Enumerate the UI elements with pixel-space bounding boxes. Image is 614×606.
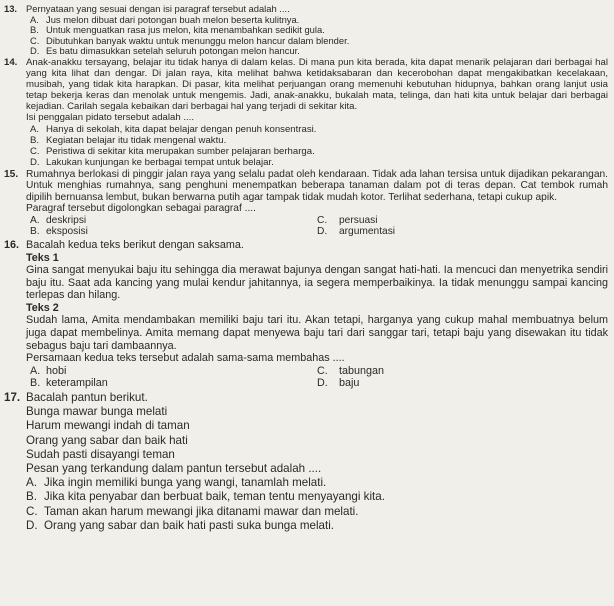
question-body <box>26 4 608 57</box>
option-text: tabungan <box>339 364 385 377</box>
option-letter: B. <box>26 490 37 504</box>
pantun-poem <box>26 405 608 462</box>
text-2-paragraph: Sudah lama, Amita mendambakan memiliki baju tari itu. Akan tetapi, harganya yang cukup mahal membuatnya belum juga dapat membelinya. Amita memang dapat menyewa baju tari dari sanggar tari, tetapi baju yang disewakan itu tidak sebagus baju tari dambaannya. <box>26 314 608 352</box>
option-c[interactable] <box>26 146 608 157</box>
option-text: Kegiatan belajar itu tidak mengenal waktu. <box>46 134 227 146</box>
text-1-paragraph: Gina sangat menyukai baju itu sehingga dia merawat bajunya dengan sangat hati-hati. Ia mencuci dan menyetrika sendiri baju itu. Saat ada kancing yang mulai kendur jahitannya, ia segera memperbaikinya. Ia tidak menunggu sampai kancing terlepas dan hilang. <box>26 264 608 302</box>
option-text: Hanya di sekolah, kita dapat belajar dengan penuh konsentrasi. <box>46 123 317 135</box>
option-letter: D. <box>317 226 328 238</box>
question-15 <box>4 169 608 238</box>
question-number: 15. <box>4 168 19 180</box>
option-text: baju <box>339 377 360 390</box>
option-text: Es batu dimasukkan setelah seluruh potongan melon hancur. <box>46 45 300 57</box>
poem-line: Orang yang sabar dan baik hati <box>26 433 188 447</box>
option-b[interactable] <box>26 490 608 504</box>
option-a[interactable] <box>26 365 317 378</box>
option-letter: B. <box>30 24 39 36</box>
option-c[interactable] <box>317 215 608 227</box>
option-d[interactable] <box>26 519 608 533</box>
option-letter: C. <box>30 34 40 46</box>
option-letter: A. <box>30 123 40 135</box>
question-prompt: Pesan yang terkandung dalam pantun tersebut adalah .... <box>26 462 322 476</box>
option-letter: B. <box>30 226 40 238</box>
question-body <box>26 391 608 533</box>
option-d[interactable] <box>317 226 608 238</box>
option-letter: D. <box>26 518 38 532</box>
option-letter: D. <box>317 377 328 390</box>
option-letter: A. <box>30 13 39 25</box>
option-letter: D. <box>30 45 40 57</box>
option-c[interactable] <box>26 505 608 519</box>
option-text: eksposisi <box>46 226 88 238</box>
option-letter: C. <box>30 145 40 157</box>
option-b[interactable] <box>26 135 608 146</box>
option-text: Untuk menguatkan rasa jus melon, kita menambahkan sedikit gula. <box>46 24 325 36</box>
option-text: Lakukan kunjungan ke berbagai tempat untuk belajar. <box>46 156 274 168</box>
options-grid <box>26 215 608 238</box>
option-text: keterampilan <box>46 377 108 390</box>
option-text: deskripsi <box>46 214 87 226</box>
question-stem: Bacalah kedua teks berikut dengan saksama. <box>26 238 244 251</box>
option-letter: A. <box>30 214 40 226</box>
option-text: Jika ingin memiliki bunga yang wangi, tanamlah melati. <box>44 476 327 490</box>
option-b[interactable] <box>26 377 317 390</box>
question-body <box>26 169 608 238</box>
option-letter: D. <box>30 156 40 168</box>
question-body <box>26 239 608 390</box>
question-17 <box>4 391 608 533</box>
poem-line: Sudah pasti disayangi teman <box>26 447 175 461</box>
option-d[interactable] <box>26 157 608 168</box>
option-text: Taman akan harum mewangi jika ditanami mawar dan melati. <box>44 504 359 518</box>
question-14 <box>4 57 608 168</box>
option-a[interactable] <box>26 476 608 490</box>
option-c[interactable] <box>317 365 608 378</box>
option-letter: C. <box>317 364 328 377</box>
option-letter: A. <box>26 476 37 490</box>
options-grid <box>26 365 608 390</box>
question-number: 16. <box>4 238 20 251</box>
passage-paragraph: Rumahnya berlokasi di pinggir jalan raya yang selalu padat oleh kendaraan. Tidak ada lahan tersisa untuk dijadikan pekarangan. Untuk menghias rumahnya, sang penghuni menempatkan beberapa tanaman dalam pot di teras depan. Cat tembok rumah dipilih bernuansa lembut, bukan berwarna putih agar tampak tidak mudah kotor. Terlihat sederhana, tetapi cukup apik. <box>26 168 608 203</box>
option-a[interactable] <box>26 215 317 227</box>
option-text: Peristiwa di sekitar kita merupakan sumber pelajaran berharga. <box>46 145 315 157</box>
option-text: Jus melon dibuat dari potongan buah melon beserta kulitnya. <box>46 13 300 25</box>
option-letter: A. <box>30 364 41 377</box>
question-body <box>26 57 608 168</box>
question-stem: Bacalah pantun berikut. <box>26 391 148 405</box>
option-letter: B. <box>30 134 40 146</box>
question-13 <box>4 4 608 57</box>
option-letter: C. <box>26 504 38 518</box>
text-2-title: Teks 2 <box>26 301 59 314</box>
option-letter: B. <box>30 377 41 390</box>
option-text: persuasi <box>339 214 378 226</box>
question-16 <box>4 239 608 390</box>
option-text: Dibutuhkan banyak waktu untuk menunggu melon hancur dalam blender. <box>46 34 350 46</box>
option-text: argumentasi <box>339 226 396 238</box>
option-text: hobi <box>46 364 67 377</box>
option-b[interactable] <box>26 226 317 238</box>
text-1-title: Teks 1 <box>26 251 59 264</box>
question-stem: Pernyataan yang sesuai dengan isi paragraf tersebut adalah .... <box>26 3 290 14</box>
question-prompt: Persamaan kedua teks tersebut adalah sama-sama membahas .... <box>26 352 345 365</box>
option-text: Orang yang sabar dan baik hati pasti suka bunga melati. <box>44 518 335 532</box>
poem-line: Bunga mawar bunga melati <box>26 405 168 419</box>
option-d[interactable] <box>317 377 608 390</box>
option-d[interactable] <box>26 46 608 57</box>
option-text: Jika kita penyabar dan berbuat baik, teman tentu menyayangi kita. <box>44 490 385 504</box>
poem-line: Harum mewangi indah di taman <box>26 419 190 433</box>
question-stem: Isi penggalan pidato tersebut adalah .... <box>26 112 195 124</box>
option-letter: C. <box>317 214 328 226</box>
option-a[interactable] <box>26 124 608 135</box>
question-number: 14. <box>4 56 18 68</box>
question-stem: Paragraf tersebut digolongkan sebagai paragraf .... <box>26 203 256 215</box>
question-number: 17. <box>4 391 21 405</box>
passage-paragraph: Anak-anakku tersayang, belajar itu tidak hanya di dalam kelas. Di mana pun kita berada, kita dapat menarik pelajaran dari berbagai hal yang kita lihat dan dengar. Di jalan raya, kita melihat bahwa ketidaksabaran dan kecerobohan dapat mengakibatkan kecelakaan, musibah, yang tidak kita harapkan. Di pasar, kita melihat perjuangan orang memenuhi kebutuhan hidupnya, bahkan orang lanjut usia tetap bekerja keras dan menolak untuk mengemis. Jadi, anak-anakku, bukalah mata, telinga, dan hati kita untuk belajar dari berbagai kejadian. Carilah segala kebaikan dari berbagai hal yang terjadi di sekitar kita. <box>26 56 608 113</box>
question-number: 13. <box>4 3 18 14</box>
